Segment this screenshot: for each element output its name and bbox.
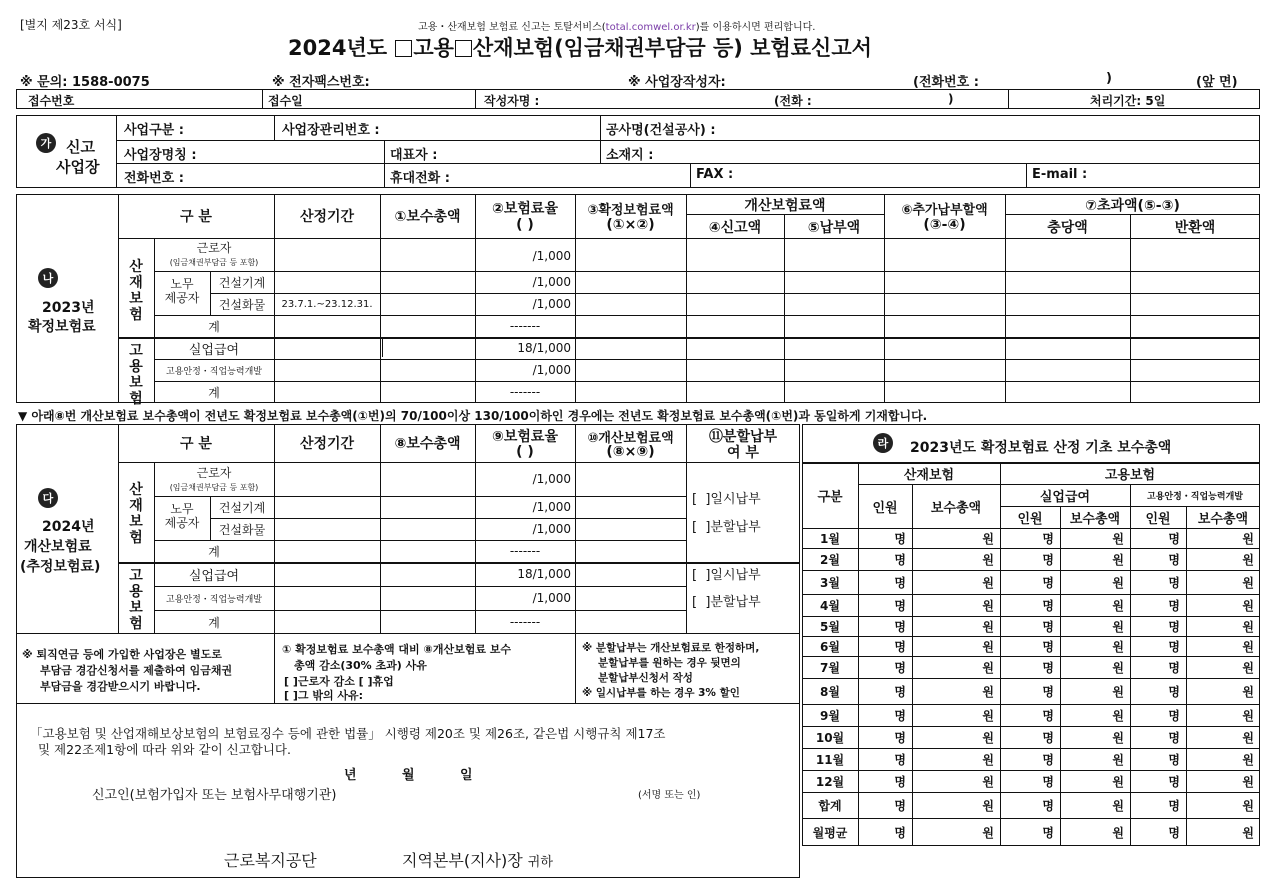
section-na-icon: 나: [38, 268, 58, 288]
ra-wage-cell[interactable]: 원: [1242, 684, 1254, 699]
ra-wage-cell[interactable]: 원: [1242, 774, 1254, 789]
ra-wage-cell[interactable]: 원: [982, 598, 994, 613]
mobile-field[interactable]: 휴대전화 :: [390, 171, 450, 186]
ra-wage-cell[interactable]: 원: [1242, 798, 1254, 813]
biz-type-field[interactable]: 사업구분 :: [124, 123, 184, 138]
ra-wage-cell[interactable]: 원: [1242, 575, 1254, 590]
na-h-over: ⑦초과액(⑤-③): [1085, 198, 1180, 214]
ra-month-label: 5월: [820, 619, 840, 634]
da-h-gubun: 구 분: [180, 436, 212, 452]
receipt-no: 접수번호: [28, 94, 75, 108]
ra-persons-cell[interactable]: 명: [1042, 684, 1054, 699]
ra-persons-cell[interactable]: 명: [894, 798, 906, 813]
note-right-2: 분할납부를 원하는 경우 뒷면의: [598, 657, 741, 669]
decl-month: 월: [402, 768, 415, 783]
ra-wage-cell[interactable]: 원: [1112, 752, 1124, 767]
na-h-rate: ②보험료율: [492, 201, 558, 217]
ra-wage-cell[interactable]: 원: [982, 752, 994, 767]
ra-h-unemp: 실업급여: [1039, 489, 1091, 505]
na-dash-2: -------: [509, 385, 541, 399]
ra-month-label: 월평균: [812, 825, 848, 840]
da-h-rate-unit: ( ): [516, 444, 534, 460]
fax-field[interactable]: FAX :: [696, 167, 734, 182]
tel-field[interactable]: 전화번호 :: [124, 171, 184, 186]
employment-checkbox[interactable]: [395, 40, 412, 57]
ra-wage-cell[interactable]: 원: [982, 552, 994, 567]
da-rate-unemp: 18/1,000: [517, 567, 571, 581]
da-year: 2024년: [42, 519, 95, 535]
ra-wage-cell[interactable]: 원: [1242, 598, 1254, 613]
mgmt-no-field[interactable]: 사업장관리번호 :: [282, 123, 380, 138]
ra-wage-cell[interactable]: 원: [1112, 660, 1124, 675]
ra-wage-cell[interactable]: 원: [1112, 598, 1124, 613]
na-h-total: ①보수총액: [394, 209, 461, 225]
ra-h-unemp-persons: 인원: [1017, 511, 1043, 527]
ra-wage-cell[interactable]: 원: [1242, 619, 1254, 634]
da-emp-sum: 계: [208, 615, 220, 630]
da-con-cargo: 건설화물: [218, 522, 266, 537]
receipt-date: 접수일: [268, 94, 303, 108]
da-name-2: (추정보험료): [20, 559, 101, 575]
na-h-add: ⑥추가납부할액: [901, 202, 988, 218]
phone-close: ): [1106, 71, 1112, 86]
declaration-text-1: 「고용보험 및 산업재해보상보험의 보험료징수 등에 관한 법률」 시행령 제20조 및 제26조, 같은법 시행규칙 제17조: [30, 726, 666, 741]
ra-persons-cell[interactable]: 명: [894, 774, 906, 789]
na-rate-mach: /1,000: [532, 275, 571, 289]
ra-h-ind-persons: 인원: [872, 500, 898, 516]
note-left-3: 부담금을 경감받으시기 바랍니다.: [40, 680, 201, 693]
na-unemp: 실업급여: [188, 342, 240, 358]
ra-h-stab-wage: 보수총액: [1197, 511, 1249, 527]
ra-persons-cell[interactable]: 명: [894, 825, 906, 840]
da-dash-2: -------: [509, 615, 541, 629]
biz-name-field[interactable]: 사업장명칭 :: [124, 148, 197, 163]
ra-wage-cell[interactable]: 원: [1112, 619, 1124, 634]
addr-field[interactable]: 소재지 :: [606, 148, 654, 163]
project-field[interactable]: 공사명(건설공사) :: [606, 123, 716, 138]
decl-day: 일: [460, 768, 473, 783]
na-period: 23.7.1.~23.12.31.: [281, 298, 373, 310]
author-phone: (전화 :: [774, 94, 812, 108]
ra-persons-cell[interactable]: 명: [894, 552, 906, 567]
emp-split-option[interactable]: [ ]분할납부: [692, 595, 761, 610]
ra-wage-cell[interactable]: 원: [1112, 774, 1124, 789]
ra-persons-cell[interactable]: 명: [1168, 798, 1180, 813]
na-h-period: 산정기간: [299, 209, 355, 225]
ra-wage-cell[interactable]: 원: [982, 575, 994, 590]
ra-month-label: 7월: [820, 660, 840, 675]
da-h-split: ⑪분할납부: [708, 429, 778, 445]
ra-wage-cell[interactable]: 원: [982, 774, 994, 789]
na-h-rate-unit: ( ): [516, 217, 534, 233]
da-con-mach: 건설기계: [218, 500, 266, 515]
da-rate-cargo: /1,000: [532, 522, 571, 536]
ra-wage-cell[interactable]: 원: [1242, 660, 1254, 675]
na-labor-1: 노무: [170, 276, 194, 291]
ra-wage-cell[interactable]: 원: [1112, 798, 1124, 813]
na-rate-cargo: /1,000: [532, 297, 571, 311]
na-h-gubun: 구 분: [180, 209, 212, 225]
ra-wage-cell[interactable]: 원: [982, 798, 994, 813]
na-year: 2023년: [42, 300, 95, 316]
ind-split-option[interactable]: [ ]분할납부: [692, 520, 761, 535]
na-emp-label: 고용보험: [129, 343, 143, 407]
ra-persons-cell[interactable]: 명: [1042, 552, 1054, 567]
na-ind-label: 산재보험: [129, 259, 143, 323]
ra-month-label: 10월: [815, 730, 845, 745]
da-h-period: 산정기간: [299, 436, 355, 452]
da-h-rate: ⑨보험료율: [492, 429, 558, 445]
ra-month-label: 1월: [820, 531, 840, 546]
ra-persons-cell[interactable]: 명: [1042, 730, 1054, 745]
ra-wage-cell[interactable]: 원: [1112, 730, 1124, 745]
ra-wage-cell[interactable]: 원: [1242, 531, 1254, 546]
da-emp-stab: 고용안정・직업능력개발: [166, 594, 262, 605]
emp-lump-option[interactable]: [ ]일시납부: [692, 568, 761, 583]
da-h-est-formula: (⑧×⑨): [606, 444, 655, 460]
phone-label: (전화번호 :: [913, 75, 979, 90]
ra-persons-cell[interactable]: 명: [1042, 708, 1054, 723]
ra-wage-cell[interactable]: 원: [982, 825, 994, 840]
ra-month-label: 3월: [820, 575, 840, 590]
note-left-2: 부담금 경감신청서를 제출하여 임금채권: [40, 664, 233, 677]
ra-persons-cell[interactable]: 명: [1042, 752, 1054, 767]
fax-label: ※ 전자팩스번호:: [272, 75, 370, 90]
ra-wage-cell[interactable]: 원: [982, 619, 994, 634]
ra-persons-cell[interactable]: 명: [1042, 660, 1054, 675]
decl-year: 년: [344, 768, 357, 783]
ra-month-label: 12월: [815, 774, 845, 789]
ra-month-label: 2월: [820, 552, 840, 567]
ra-h-stab: 고용안정・직업능력개발: [1147, 491, 1243, 502]
ra-persons-cell[interactable]: 명: [1168, 730, 1180, 745]
ga-title-2: 사업장: [56, 158, 100, 176]
ra-persons-cell[interactable]: 명: [1168, 774, 1180, 789]
rep-field[interactable]: 대표자 :: [390, 148, 438, 163]
da-worker: 근로자: [196, 465, 232, 480]
ra-month-label: 11월: [815, 752, 845, 767]
da-h-est: ⑩개산보험료액: [587, 430, 674, 446]
na-h-add-formula: (③-④): [923, 217, 966, 233]
na-dash-1: -------: [509, 319, 541, 333]
note-mid-2: 총액 감소(30% 초과) 사유: [294, 659, 427, 672]
ra-persons-cell[interactable]: 명: [1042, 639, 1054, 654]
ind-lump-option[interactable]: [ ]일시납부: [692, 492, 761, 507]
na-h-alloc: 충당액: [1047, 220, 1088, 236]
ra-persons-cell[interactable]: 명: [1168, 660, 1180, 675]
section-ra-icon: 라: [873, 433, 893, 453]
note-right-3: 분할납부신청서 작성: [598, 672, 693, 684]
ra-persons-cell[interactable]: 명: [1042, 798, 1054, 813]
na-name: 확정보험료: [28, 319, 96, 335]
note-mid-3[interactable]: [ ]근로자 감소 [ ]휴업: [284, 675, 394, 688]
ra-persons-cell[interactable]: 명: [1168, 684, 1180, 699]
na-emp-sum: 계: [208, 385, 220, 400]
ra-persons-cell[interactable]: 명: [1042, 619, 1054, 634]
na-h-est: 개산보험료액: [744, 198, 826, 214]
ra-persons-cell[interactable]: 명: [1168, 639, 1180, 654]
ra-wage-cell[interactable]: 원: [1112, 639, 1124, 654]
ra-h-gubun: 구분: [817, 489, 843, 505]
sign-label[interactable]: (서명 또는 인): [638, 790, 701, 801]
da-h-split-2: 여 부: [727, 445, 759, 461]
ra-persons-cell[interactable]: 명: [894, 708, 906, 723]
ra-wage-cell[interactable]: 원: [982, 531, 994, 546]
ra-month-label: 합계: [818, 798, 842, 813]
ra-persons-cell[interactable]: 명: [1042, 774, 1054, 789]
na-rate-stab: /1,000: [532, 363, 571, 377]
ra-persons-cell[interactable]: 명: [894, 730, 906, 745]
ra-persons-cell[interactable]: 명: [894, 531, 906, 546]
writer-label: ※ 사업장작성자:: [628, 75, 726, 90]
ra-persons-cell[interactable]: 명: [894, 684, 906, 699]
ra-wage-cell[interactable]: 원: [982, 708, 994, 723]
ra-wage-cell[interactable]: 원: [1112, 552, 1124, 567]
note-right-4: ※ 일시납부를 하는 경우 3% 할인: [582, 687, 740, 699]
ra-wage-cell[interactable]: 원: [1242, 639, 1254, 654]
ra-wage-cell[interactable]: 원: [1242, 552, 1254, 567]
note-mid-1: ① 확정보험료 보수총액 대비 ⑧개산보험료 보수: [282, 643, 512, 656]
ra-persons-cell[interactable]: 명: [1168, 598, 1180, 613]
note-left-1: ※ 퇴직연금 등에 가입한 사업장은 별도로: [22, 648, 222, 661]
note-right-1: ※ 분할납부는 개산보험료로 한정하며,: [582, 642, 760, 654]
da-rate-mach: /1,000: [532, 500, 571, 514]
ra-persons-cell[interactable]: 명: [1168, 825, 1180, 840]
ra-month-label: 9월: [820, 708, 840, 723]
da-rate-worker: /1,000: [532, 472, 571, 486]
ra-persons-cell[interactable]: 명: [1168, 752, 1180, 767]
na-h-reported: ④신고액: [708, 220, 762, 236]
ra-h-stab-persons: 인원: [1145, 511, 1171, 527]
da-h-total: ⑧보수총액: [394, 436, 461, 452]
ra-month-label: 4월: [820, 598, 840, 613]
ra-persons-cell[interactable]: 명: [894, 598, 906, 613]
receipt-row: [16, 89, 1260, 109]
author-label: 작성자명 :: [484, 94, 540, 108]
ra-h-emp: 고용보험: [1104, 467, 1156, 483]
ra-persons-cell[interactable]: 명: [894, 660, 906, 675]
da-name-1: 개산보험료: [24, 539, 92, 555]
page-title: 2024년도 고용 산재보험(임금채권부담금 등) 보험료신고서: [288, 36, 872, 60]
na-labor-2: 제공자: [164, 290, 200, 305]
da-emp-label: 고용보험: [129, 568, 143, 632]
processing-period: 처리기간: 5일: [1090, 94, 1166, 108]
ra-persons-cell[interactable]: 명: [894, 575, 906, 590]
ra-persons-cell[interactable]: 명: [1168, 708, 1180, 723]
da-worker-sub: (임금채권부담금 등 포함): [169, 482, 259, 492]
declaration-text-2: 및 제22조제1항에 따라 위와 같이 신고합니다.: [38, 742, 291, 757]
na-h-conf: ③확정보험료액: [587, 202, 674, 218]
da-dash-1: -------: [509, 544, 541, 558]
industrial-checkbox[interactable]: [455, 40, 472, 57]
branch-name: 지역본부(지사)장 귀하: [402, 851, 553, 870]
ra-wage-cell[interactable]: 원: [1242, 708, 1254, 723]
ra-wage-cell[interactable]: 원: [982, 660, 994, 675]
author-phone-close: ): [948, 92, 954, 106]
ra-wage-cell[interactable]: 원: [1242, 752, 1254, 767]
ra-wage-cell[interactable]: 원: [1112, 708, 1124, 723]
na-worker: 근로자: [196, 240, 232, 255]
ra-wage-cell[interactable]: 원: [982, 730, 994, 745]
ra-wage-cell[interactable]: 원: [1112, 575, 1124, 590]
agency-name: 근로복지공단: [224, 851, 317, 870]
na-h-refund: 반환액: [1174, 220, 1216, 236]
da-ind-sum: 계: [208, 544, 220, 559]
ra-persons-cell[interactable]: 명: [894, 619, 906, 634]
ra-persons-cell[interactable]: 명: [894, 752, 906, 767]
na-ind-sum: 계: [208, 319, 220, 334]
na-emp-stab: 고용안정・직업능력개발: [166, 366, 262, 377]
na-con-mach: 건설기계: [218, 275, 266, 290]
ra-wage-cell[interactable]: 원: [1112, 684, 1124, 699]
ga-title-1: 신고: [66, 138, 95, 156]
da-labor-1: 노무: [170, 501, 194, 516]
ra-wage-cell[interactable]: 원: [1242, 730, 1254, 745]
na-h-conf-formula: (①×②): [606, 217, 655, 233]
ra-persons-cell[interactable]: 명: [1168, 531, 1180, 546]
da-unemp: 실업급여: [188, 568, 240, 584]
ra-persons-cell[interactable]: 명: [1042, 825, 1054, 840]
ra-persons-cell[interactable]: 명: [1168, 619, 1180, 634]
ra-wage-cell[interactable]: 원: [1112, 531, 1124, 546]
ra-wage-cell[interactable]: 원: [982, 684, 994, 699]
ra-persons-cell[interactable]: 명: [1042, 531, 1054, 546]
section-da-icon: 다: [38, 488, 58, 508]
section-ga-icon: 가: [36, 133, 56, 153]
na-rate-worker: /1,000: [532, 249, 571, 263]
ra-persons-cell[interactable]: 명: [1042, 575, 1054, 590]
da-rate-stab: /1,000: [532, 591, 571, 605]
ra-persons-cell[interactable]: 명: [1168, 575, 1180, 590]
ra-title: 2023년도 확정보험료 산정 기초 보수총액: [910, 440, 1172, 456]
ra-month-label: 8월: [820, 684, 840, 699]
ra-month-label: 6월: [820, 639, 840, 654]
form-number: [별지 제23호 서식]: [20, 18, 122, 32]
mid-note: ▼ 아래⑧번 개산보험료 보수총액이 전년도 확정보험료 보수총액(①번)의 70/100이상 130/100이하인 경우에는 전년도 확정보험료 보수총액(①번)과 동일하게 기재합니다.: [18, 409, 928, 423]
ra-h-unemp-wage: 보수총액: [1069, 511, 1121, 527]
da-ind-label: 산재보험: [129, 482, 143, 546]
ra-persons-cell[interactable]: 명: [1168, 552, 1180, 567]
na-con-cargo: 건설화물: [218, 297, 266, 312]
inquiry-number: ※ 문의: 1588-0075: [20, 75, 150, 90]
ra-persons-cell[interactable]: 명: [894, 639, 906, 654]
ra-wage-cell[interactable]: 원: [982, 639, 994, 654]
na-worker-sub: (임금채권부담금 등 포함): [169, 257, 259, 267]
online-notice: 고용・산재보험 보험료 신고는 토탈서비스(total.comwel.or.kr)를 이용하시면 편리합니다.: [418, 22, 816, 33]
email-field[interactable]: E-mail :: [1032, 167, 1088, 182]
ra-h-ind-wage: 보수총액: [930, 500, 982, 516]
page-side: (앞 면): [1196, 75, 1238, 90]
ra-wage-cell[interactable]: 원: [1242, 825, 1254, 840]
ra-h-ind: 산재보험: [903, 467, 955, 483]
ra-persons-cell[interactable]: 명: [1042, 598, 1054, 613]
note-mid-4[interactable]: [ ]그 밖의 사유:: [284, 689, 364, 702]
total-service-link[interactable]: total.comwel.or.kr: [605, 22, 696, 33]
na-rate-unemp: 18/1,000: [517, 341, 571, 355]
ra-wage-cell[interactable]: 원: [1112, 825, 1124, 840]
reporter-label: 신고인(보험가입자 또는 보험사무대행기관): [92, 788, 337, 803]
na-h-paid: ⑤납부액: [807, 220, 861, 236]
da-labor-2: 제공자: [164, 515, 200, 530]
